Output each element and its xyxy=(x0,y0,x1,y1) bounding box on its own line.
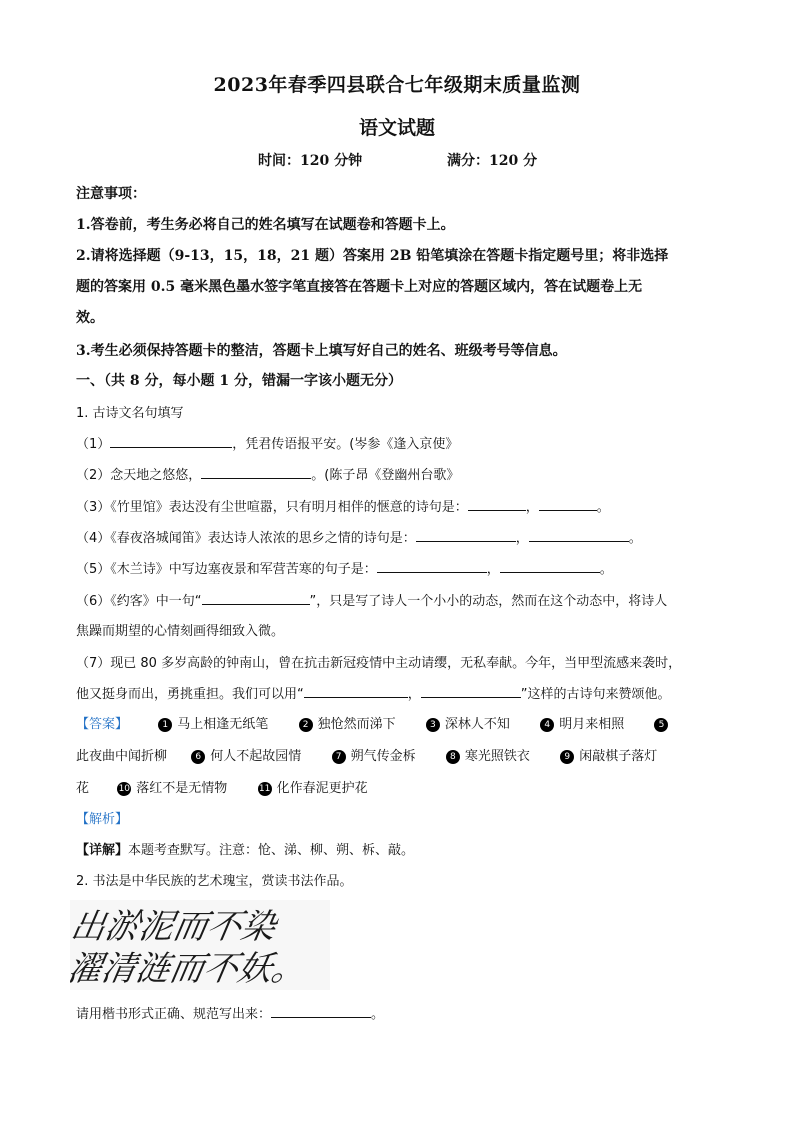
question-1-7: （7）现已 80 多岁高龄的钟南山，曾在抗击新冠疫情中主动请缨，无私奉献。今年，当甲型流感来袭时， xyxy=(76,656,682,671)
answer-blank[interactable] xyxy=(202,591,310,605)
answer-num: 1 xyxy=(158,718,172,732)
detail-label: 【详解】 xyxy=(76,843,129,858)
answer-text: 此夜曲中闻折柳 xyxy=(76,749,168,764)
analysis-label: 【解析】 xyxy=(76,812,129,827)
answer-blank[interactable] xyxy=(468,497,526,511)
answer-text: 朔气传金柝 xyxy=(350,749,416,764)
notice-item-1: 1.答卷前，考生务必将自己的姓名填写在试题卷和答题卡上。 xyxy=(76,217,455,233)
question-2-prompt xyxy=(76,1003,384,1022)
answer-blank[interactable] xyxy=(201,465,311,479)
question-1-4 xyxy=(76,527,642,546)
q1-6-rest: ”，只是写了诗人一个小小的动态，然而在这个动态中，将诗人 xyxy=(309,594,668,609)
answer-text: 独怆然而涕下 xyxy=(317,717,396,732)
section-1-heading: 一、（共 8 分，每小题 1 分，错漏一字该小题无分） xyxy=(76,373,402,389)
prompt-text: 请用楷书形式正确、规范写出来： xyxy=(76,1007,272,1022)
answer-text: 明月来相照 xyxy=(559,717,625,732)
answer-blank[interactable] xyxy=(421,684,521,698)
q1-2-source: 。(陈子昂《登幽州台歌》 xyxy=(311,468,460,483)
question-2-title: 2. 书法是中华民族的艺术瑰宝，赏读书法作品。 xyxy=(76,874,353,889)
q1-7-text: 他又挺身而出，勇挑重担。我们可以用“ xyxy=(76,687,304,702)
answer-num: 3 xyxy=(426,718,440,732)
question-1-title: 1. 古诗文名句填写 xyxy=(76,406,184,421)
q1-3-comma: ， xyxy=(525,500,539,515)
answer-blank[interactable] xyxy=(271,1004,371,1018)
answer-num: 2 xyxy=(299,718,313,732)
notice-item-3: 3.考生必须保持答题卡的整洁，答题卡上填写好自己的姓名、班级考号等信息。 xyxy=(76,343,567,359)
q1-2-text: （2）念天地之悠悠， xyxy=(76,468,202,483)
answer-blank[interactable] xyxy=(110,434,232,448)
answer-text: 何人不起故园情 xyxy=(210,749,302,764)
notice-item-2-line-1: 2.请将选择题（9-13，15，18，21 题）答案用 2B 铅笔填涂在答题卡指定题号里；将非选择 xyxy=(76,248,669,264)
notice-item-2-line-2: 题的答案用 0.5 毫米黑色墨水签字笔直接答在答题卡上对应的答题区域内，答在试题卷上无 xyxy=(76,279,643,295)
answer-blank[interactable] xyxy=(377,559,487,573)
question-1-6-cont: 焦躁而期望的心情刻画得细致入微。 xyxy=(76,624,285,639)
q1-1-prefix: （1） xyxy=(76,437,111,452)
exam-subject: 语文试题 xyxy=(358,117,435,139)
answer-text: 花 xyxy=(76,781,90,796)
answer-text: 闲敲棋子落灯 xyxy=(579,749,658,764)
q1-7-comma: ， xyxy=(407,687,421,702)
answer-num: 6 xyxy=(191,750,205,764)
exam-time: 时间：120 分钟 xyxy=(258,153,363,169)
calligraphy-line-2: 濯清涟而不妖。 xyxy=(70,949,310,989)
question-1-6 xyxy=(76,590,667,609)
answer-blank[interactable] xyxy=(304,684,408,698)
answer-text: 深林人不知 xyxy=(444,717,510,732)
answer-blank[interactable] xyxy=(529,528,629,542)
answer-num: 8 xyxy=(446,750,460,764)
answer-line-3 xyxy=(76,777,368,796)
answer-blank[interactable] xyxy=(416,528,516,542)
answer-num: 9 xyxy=(560,750,574,764)
question-1-1 xyxy=(76,433,458,452)
answer-num: 4 xyxy=(540,718,554,732)
q1-5-end: 。 xyxy=(599,562,613,577)
analysis-detail xyxy=(76,839,414,858)
q1-4-text: （4）《春夜洛城闻笛》表达诗人浓浓的思乡之情的诗句是： xyxy=(76,531,416,546)
question-1-5 xyxy=(76,558,613,577)
q1-7-end: ”这样的古诗句来赞颂他。 xyxy=(520,687,671,702)
notice-heading: 注意事项： xyxy=(76,186,146,202)
answer-num: 5 xyxy=(654,718,668,732)
detail-text: 本题考查默写。注意：怆、涕、柳、朔、柝、敲。 xyxy=(128,843,415,858)
answer-text: 马上相逢无纸笔 xyxy=(177,717,269,732)
answer-text: 化作春泥更护花 xyxy=(276,781,368,796)
answer-text: 寒光照铁衣 xyxy=(464,749,530,764)
q1-4-end: 。 xyxy=(628,531,642,546)
calligraphy-artwork xyxy=(70,900,330,990)
question-1-2 xyxy=(76,464,459,483)
q1-5-text: （5）《木兰诗》中写边塞夜景和军营苦寒的句子是： xyxy=(76,562,377,577)
exam-title: 2023年春季四县联合七年级期末质量监测 xyxy=(213,74,581,96)
q1-4-comma: ， xyxy=(515,531,529,546)
calligraphy-image xyxy=(70,900,330,990)
answer-line-1 xyxy=(76,713,673,732)
notice-item-2-line-3: 效。 xyxy=(76,310,104,326)
answer-num: 7 xyxy=(332,750,346,764)
q1-5-comma: ， xyxy=(486,562,500,577)
q1-1-text: ，凭君传语报平安。(岑参《逢入京使》 xyxy=(232,437,459,452)
answer-blank[interactable] xyxy=(500,559,600,573)
prompt-end: 。 xyxy=(371,1007,385,1022)
exam-score: 满分：120 分 xyxy=(447,153,538,169)
answer-blank[interactable] xyxy=(539,497,597,511)
q1-3-text: （3）《竹里馆》表达没有尘世喧嚣，只有明月相伴的惬意的诗句是： xyxy=(76,500,468,515)
answer-line-2 xyxy=(76,745,657,764)
calligraphy-line-1: 出淤泥而不染 xyxy=(70,907,279,947)
answer-num: 10 xyxy=(118,783,131,794)
answer-text: 落红不是无情物 xyxy=(136,781,228,796)
answer-num: 11 xyxy=(258,783,271,794)
q1-6-text: （6）《约客》中一句“ xyxy=(76,594,202,609)
q1-3-end: 。 xyxy=(596,500,610,515)
question-1-7-cont xyxy=(76,683,671,702)
answer-label: 【答案】 xyxy=(76,717,129,732)
question-1-3 xyxy=(76,496,610,515)
